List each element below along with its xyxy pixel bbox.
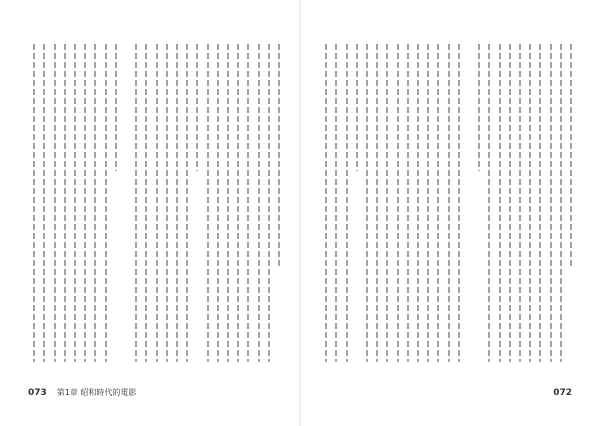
left-body-text <box>28 44 280 362</box>
text-line-placeholder <box>376 44 378 362</box>
right-text-column <box>361 44 368 362</box>
text-line-placeholder <box>43 44 45 362</box>
right-footer <box>553 388 572 398</box>
left-page-number: 073 <box>28 388 47 398</box>
left-text-column <box>171 44 178 362</box>
text-line-placeholder <box>207 44 209 362</box>
right-text-column <box>524 44 531 362</box>
text-line-placeholder <box>196 44 198 171</box>
text-line-placeholder <box>386 44 388 362</box>
left-text-column <box>120 44 127 362</box>
text-line-placeholder <box>458 44 460 362</box>
text-line-placeholder <box>64 44 66 362</box>
left-text-column <box>28 44 35 362</box>
right-page-number: 072 <box>553 388 572 398</box>
text-line-placeholder <box>176 44 178 362</box>
left-text-column <box>242 44 249 362</box>
right-text-column <box>504 44 511 362</box>
left-text-column <box>201 44 208 362</box>
text-line-placeholder <box>397 44 399 362</box>
text-line-placeholder <box>539 44 541 362</box>
left-text-column <box>140 44 147 362</box>
right-text-column <box>391 44 398 362</box>
right-text-column <box>402 44 409 362</box>
right-page <box>300 0 600 426</box>
text-line-placeholder <box>115 44 117 171</box>
left-text-column <box>252 44 259 362</box>
text-line-placeholder <box>529 44 531 362</box>
text-line-placeholder <box>499 44 501 362</box>
right-text-column <box>432 44 439 362</box>
left-text-column <box>79 44 86 362</box>
running-header: 第1章 昭和時代的電影 <box>56 388 137 397</box>
text-line-placeholder <box>356 44 358 171</box>
right-text-column <box>565 44 572 362</box>
right-text-column <box>422 44 429 362</box>
left-text-column <box>69 44 76 362</box>
text-line-placeholder <box>74 44 76 362</box>
text-line-placeholder <box>417 44 419 362</box>
text-line-placeholder <box>94 44 96 362</box>
text-line-placeholder <box>186 44 188 362</box>
text-line-placeholder <box>135 44 137 362</box>
text-line-placeholder <box>488 44 490 362</box>
right-text-column <box>544 44 551 362</box>
text-line-placeholder <box>427 44 429 362</box>
left-text-column <box>161 44 168 362</box>
right-text-column <box>340 44 347 362</box>
text-line-placeholder <box>478 44 480 171</box>
right-text-column <box>483 44 490 362</box>
text-line-placeholder <box>227 44 229 362</box>
left-text-column <box>191 44 198 362</box>
text-line-placeholder <box>217 44 219 362</box>
left-text-column <box>212 44 219 362</box>
left-text-column <box>263 44 270 362</box>
right-text-column <box>473 44 480 362</box>
right-text-column <box>534 44 541 362</box>
left-text-column <box>130 44 137 362</box>
left-text-column <box>99 44 106 362</box>
right-text-column <box>453 44 460 362</box>
right-text-column <box>351 44 358 362</box>
text-line-placeholder <box>550 44 552 362</box>
text-line-placeholder <box>570 44 572 267</box>
text-line-placeholder <box>448 44 450 362</box>
left-text-column <box>89 44 96 362</box>
right-text-column <box>493 44 500 362</box>
text-line-placeholder <box>54 44 56 362</box>
right-text-column <box>371 44 378 362</box>
left-text-column <box>150 44 157 362</box>
text-line-placeholder <box>407 44 409 362</box>
left-text-column <box>222 44 229 362</box>
text-line-placeholder <box>560 44 562 362</box>
text-line-placeholder <box>156 44 158 362</box>
text-line-placeholder <box>237 44 239 362</box>
left-text-column <box>38 44 45 362</box>
right-text-column <box>330 44 337 362</box>
left-text-column <box>48 44 55 362</box>
text-line-placeholder <box>145 44 147 362</box>
text-line-placeholder <box>366 44 368 362</box>
right-text-column <box>381 44 388 362</box>
text-line-placeholder <box>335 44 337 362</box>
text-line-placeholder <box>278 44 280 267</box>
text-line-placeholder <box>325 44 327 362</box>
right-text-column <box>320 44 327 362</box>
left-text-column <box>59 44 66 362</box>
left-text-column <box>232 44 239 362</box>
text-line-placeholder <box>509 44 511 362</box>
left-text-column <box>181 44 188 362</box>
right-text-column <box>463 44 470 362</box>
text-line-placeholder <box>84 44 86 362</box>
text-line-placeholder <box>247 44 249 362</box>
left-text-column <box>273 44 280 362</box>
text-line-placeholder <box>33 44 35 362</box>
left-footer <box>28 387 136 398</box>
text-line-placeholder <box>268 44 270 362</box>
text-line-placeholder <box>437 44 439 362</box>
text-line-placeholder <box>105 44 107 362</box>
text-line-placeholder <box>166 44 168 362</box>
text-line-placeholder <box>519 44 521 362</box>
right-body-text <box>320 44 572 362</box>
right-text-column <box>412 44 419 362</box>
text-line-placeholder <box>346 44 348 362</box>
left-text-column <box>110 44 117 362</box>
text-line-placeholder <box>258 44 260 362</box>
right-text-column <box>442 44 449 362</box>
right-text-column <box>555 44 562 362</box>
right-text-column <box>514 44 521 362</box>
